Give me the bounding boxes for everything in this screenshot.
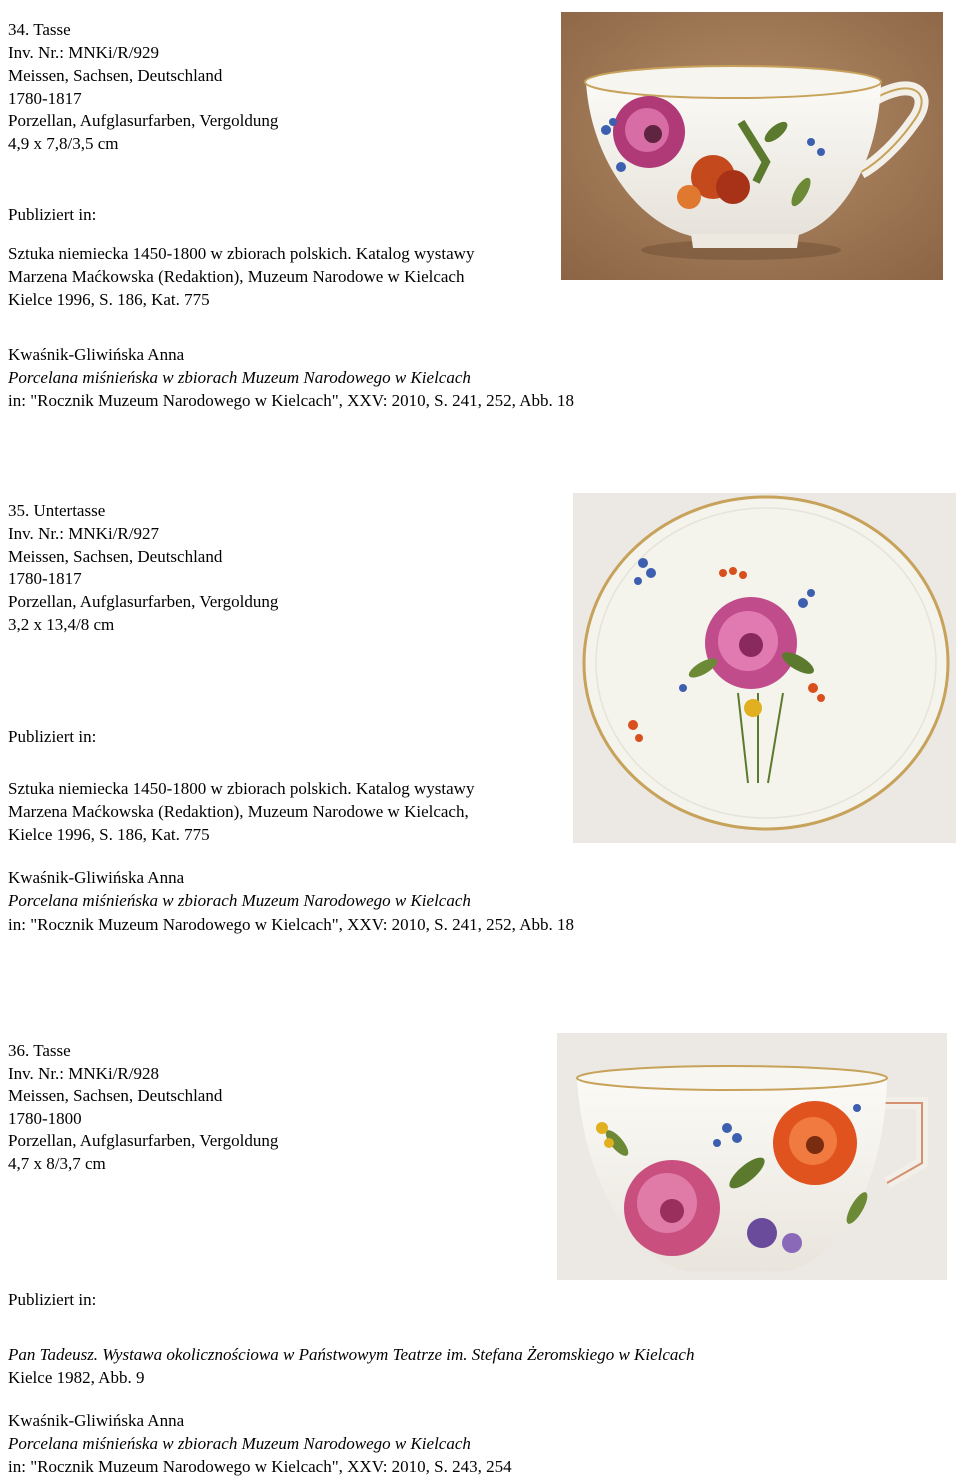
author: Kwaśnik-Gliwińska Anna xyxy=(8,868,185,887)
publication-line: Sztuka niemiecka 1450-1800 w zbiorach polskich. Katalog wystawy xyxy=(8,244,475,263)
inventory-number: Inv. Nr.: MNKi/R/929 xyxy=(8,43,159,62)
publication-line: Kielce 1996, S. 186, Kat. 775 xyxy=(8,825,210,844)
origin: Meissen, Sachsen, Deutschland xyxy=(8,66,223,85)
cup-illustration xyxy=(557,1033,947,1280)
entry-heading: 36. Tasse xyxy=(8,1041,71,1060)
published-label: Publiziert in: xyxy=(8,1290,97,1309)
entry-heading: 34. Tasse xyxy=(8,20,71,39)
publication-line: Kielce 1996, S. 186, Kat. 775 xyxy=(8,290,210,309)
author: Kwaśnik-Gliwińska Anna xyxy=(8,345,185,364)
article-title: Porcelana miśnieńska w zbiorach Muzeum Narodowego w Kielcach xyxy=(8,891,471,910)
saucer-photo xyxy=(573,493,956,843)
publication-line: Sztuka niemiecka 1450-1800 w zbiorach polskich. Katalog wystawy xyxy=(8,779,475,798)
publication-line: Marzena Maćkowska (Redaktion), Muzeum Narodowe w Kielcach xyxy=(8,267,465,286)
publication-title: Pan Tadeusz. Wystawa okolicznościowa w Państwowym Teatrze im. Stefana Żeromskiego w Kielcach xyxy=(8,1345,695,1364)
inventory-number: Inv. Nr.: MNKi/R/928 xyxy=(8,1064,159,1083)
article-title: Porcelana miśnieńska w zbiorach Muzeum Narodowego w Kielcach xyxy=(8,368,471,387)
origin: Meissen, Sachsen, Deutschland xyxy=(8,547,223,566)
date-range: 1780-1817 xyxy=(8,89,82,108)
dimensions: 4,7 x 8/3,7 cm xyxy=(8,1154,106,1173)
journal-reference: in: "Rocznik Muzeum Narodowego w Kielcach", XXV: 2010, S. 241, 252, Abb. 18 xyxy=(8,915,574,934)
article-title: Porcelana miśnieńska w zbiorach Muzeum Narodowego w Kielcach xyxy=(8,1434,471,1453)
entry-heading: 35. Untertasse xyxy=(8,501,106,520)
publication-line: Kielce 1982, Abb. 9 xyxy=(8,1368,145,1387)
date-range: 1780-1800 xyxy=(8,1109,82,1128)
cup-photo xyxy=(561,12,943,280)
material: Porzellan, Aufglasurfarben, Vergoldung xyxy=(8,111,279,130)
dimensions: 4,9 x 7,8/3,5 cm xyxy=(8,134,119,153)
date-range: 1780-1817 xyxy=(8,569,82,588)
dimensions: 3,2 x 13,4/8 cm xyxy=(8,615,115,634)
cup-photo xyxy=(557,1033,947,1280)
material: Porzellan, Aufglasurfarben, Vergoldung xyxy=(8,592,279,611)
published-label: Publiziert in: xyxy=(8,727,97,746)
material: Porzellan, Aufglasurfarben, Vergoldung xyxy=(8,1131,279,1150)
saucer-illustration xyxy=(573,493,956,843)
journal-reference: in: "Rocznik Muzeum Narodowego w Kielcach", XXV: 2010, S. 243, 254 xyxy=(8,1457,512,1476)
journal-reference: in: "Rocznik Muzeum Narodowego w Kielcach", XXV: 2010, S. 241, 252, Abb. 18 xyxy=(8,391,574,410)
origin: Meissen, Sachsen, Deutschland xyxy=(8,1086,223,1105)
cup-illustration xyxy=(561,12,943,280)
published-label: Publiziert in: xyxy=(8,205,97,224)
inventory-number: Inv. Nr.: MNKi/R/927 xyxy=(8,524,159,543)
publication-line: Marzena Maćkowska (Redaktion), Muzeum Narodowe w Kielcach, xyxy=(8,802,469,821)
author: Kwaśnik-Gliwińska Anna xyxy=(8,1411,185,1430)
